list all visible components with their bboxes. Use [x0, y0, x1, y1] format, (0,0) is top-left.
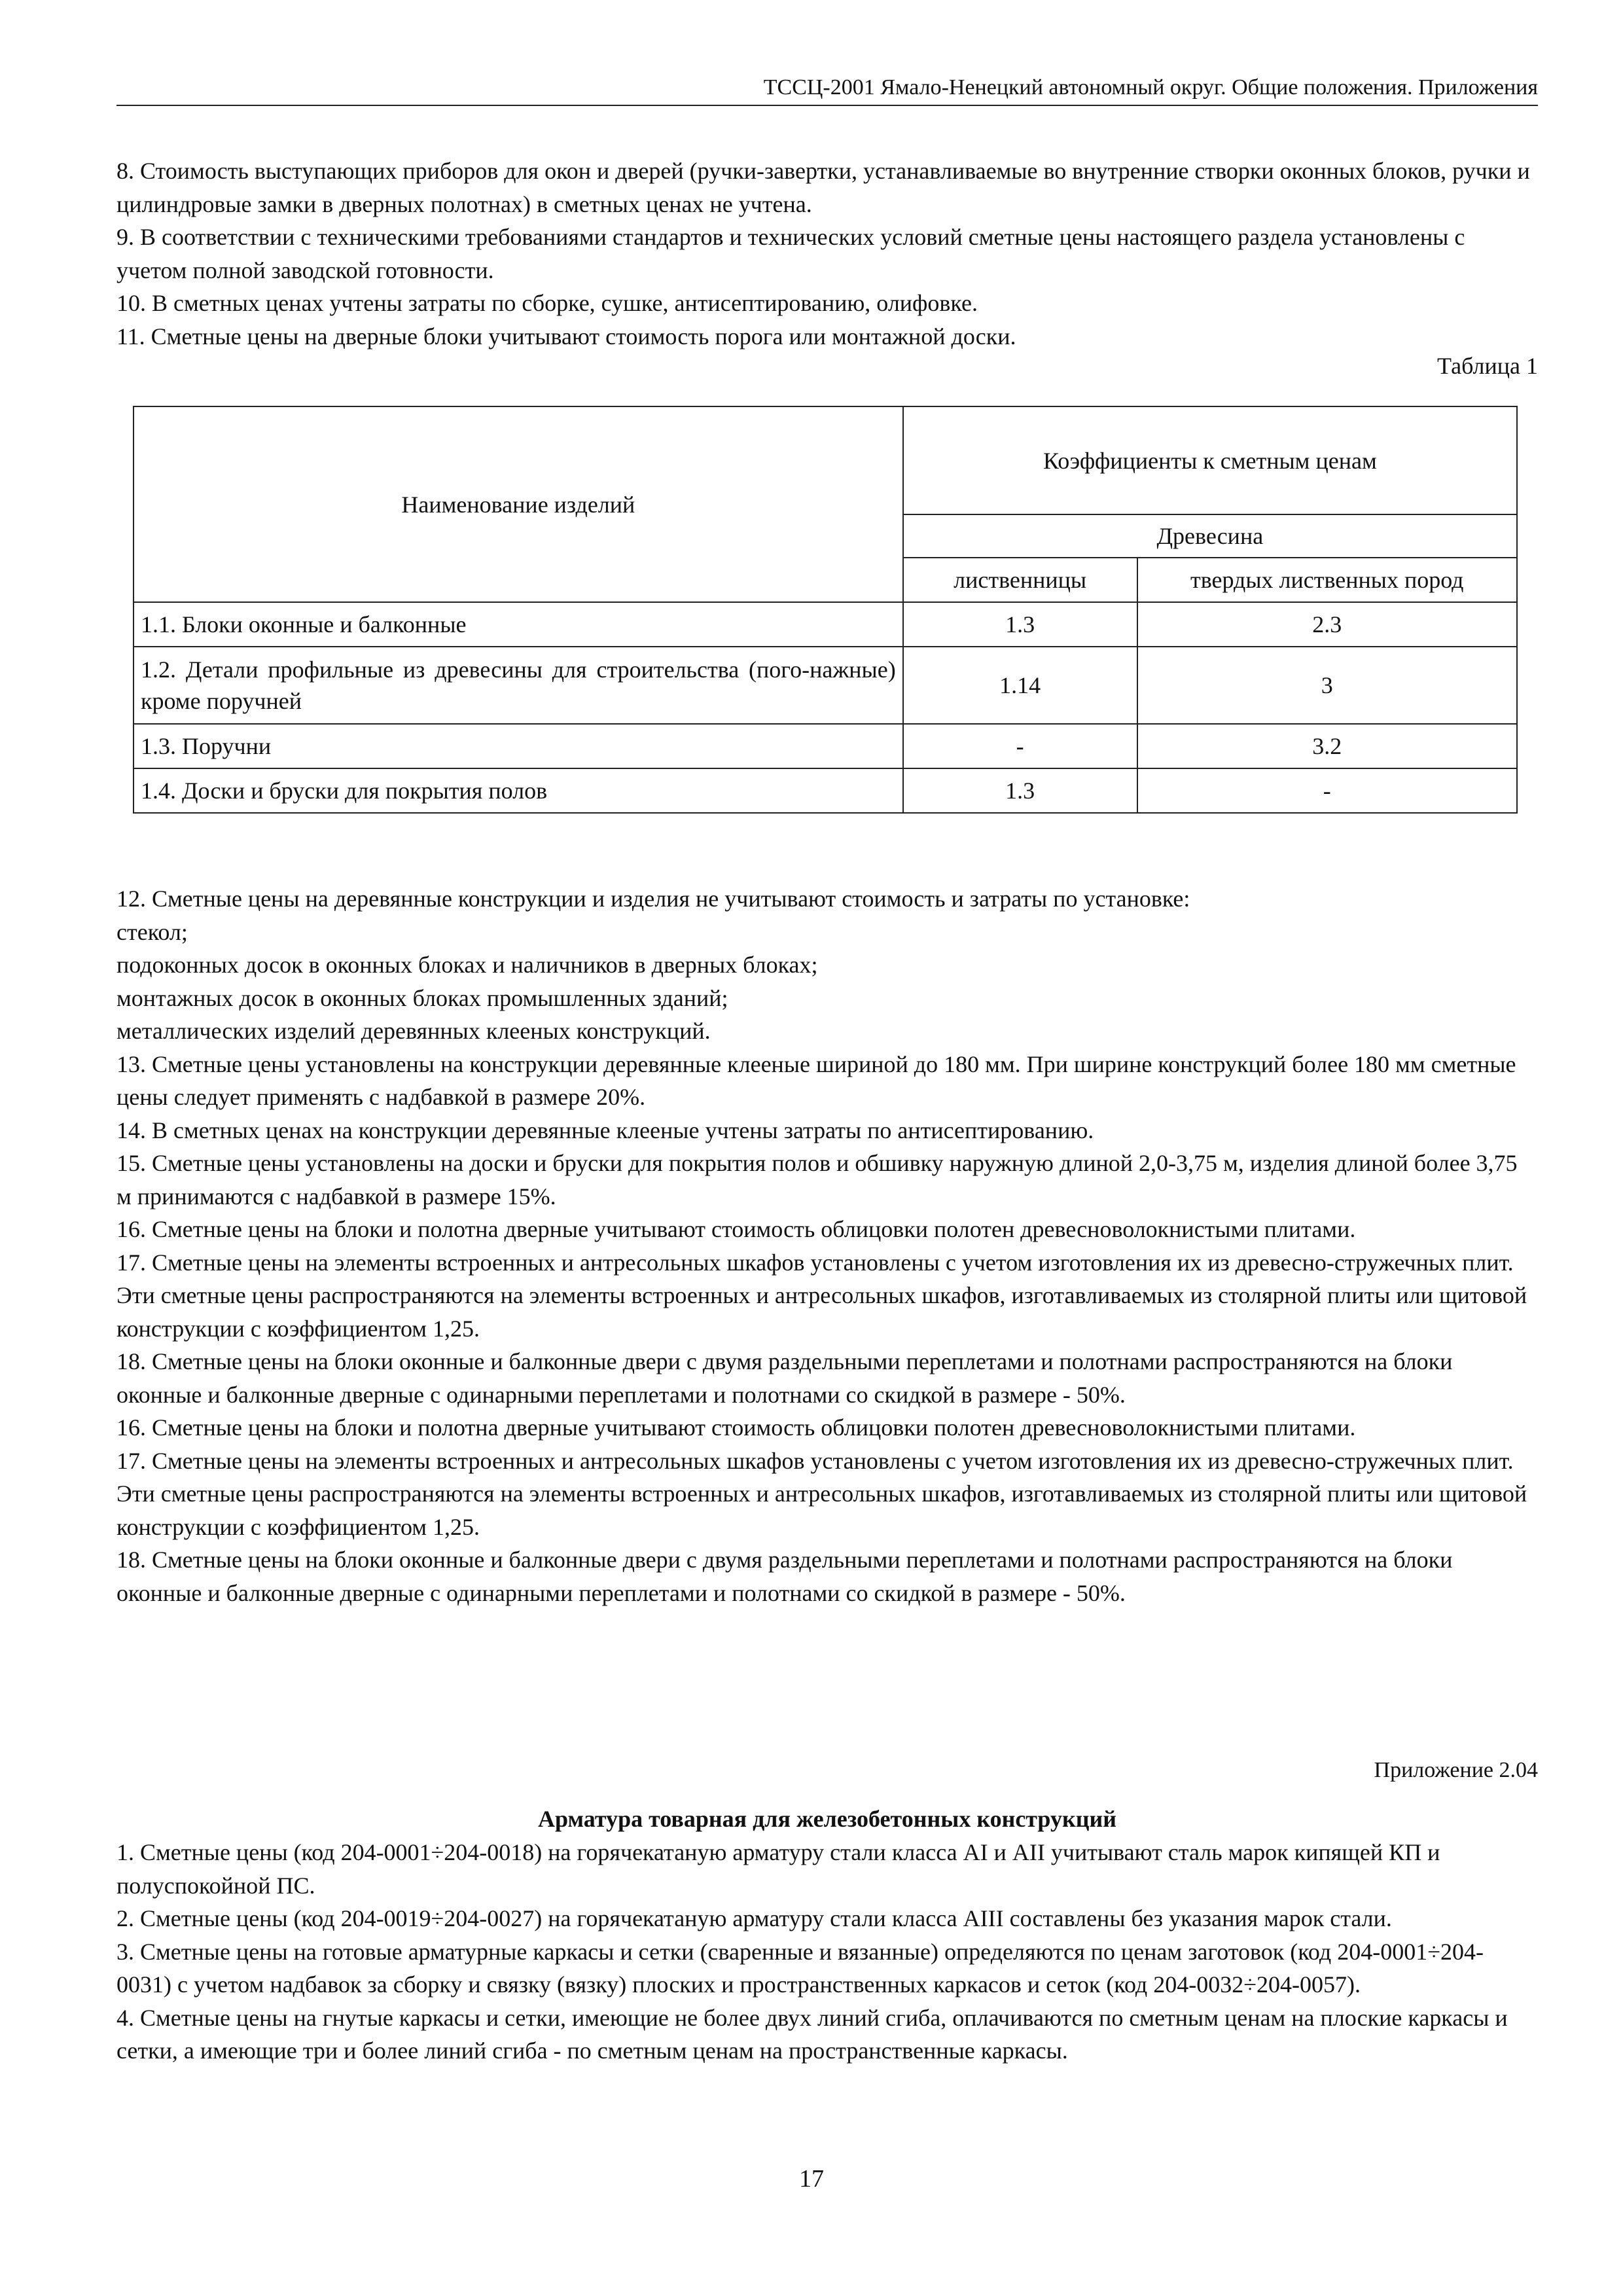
paragraph: 11. Сметные цены на дверные блоки учитывают стоимость порога или монтажной доски. — [116, 323, 1016, 350]
main-text — [116, 882, 1538, 1609]
row-value: - — [1137, 768, 1517, 813]
header-hardwood: твердых лиственных пород — [1137, 558, 1517, 602]
appendix-text — [116, 1836, 1538, 2068]
header-wood: Древесина — [903, 514, 1517, 558]
table-row — [134, 602, 1517, 647]
paragraph: 18. Сметные цены на блоки оконные и балконные двери с двумя раздельными переплетами и полотнами распространяются на блоки оконные и балконные дверные с одинарными переплетами и полотнами со скидкой в размере - 50%. — [116, 1348, 1453, 1408]
table-caption: Таблица 1 — [1437, 353, 1538, 379]
paragraph: металлических изделий деревянных клееных конструкций. — [116, 1018, 711, 1044]
paragraph: 2. Сметные цены (код 204-0019÷204-0027) на горячекатаную арматуру стали класса АIII составлены без указания марок стали. — [116, 1905, 1392, 1931]
paragraph: 12. Сметные цены на деревянные конструкции и изделия не учитывают стоимость и затраты по установке: — [116, 886, 1190, 912]
row-value: 2.3 — [1137, 602, 1517, 647]
intro-text — [116, 154, 1538, 353]
header-product-name: Наименование изделий — [134, 406, 903, 602]
paragraph: 17. Сметные цены на элементы встроенных и антресольных шкафов установлены с учетом изготовления их из древесно-стружечных плит. Эти сметные цены распространяются на элементы встроенных и антресольных шкафов, изготавливаемых из столярной плиты или щитовой конструкции с коэффициентом 1,25. — [116, 1447, 1527, 1540]
row-value: 3.2 — [1137, 724, 1517, 768]
paragraph: 15. Сметные цены установлены на доски и бруски для покрытия полов и обшивку наружную длиной 2,0-3,75 м, изделия длиной более 3,75 м принимаются с надбавкой в размере 15%. — [116, 1150, 1518, 1210]
row-value: 1.3 — [903, 602, 1137, 647]
paragraph: 4. Сметные цены на гнутые каркасы и сетки, имеющие не более двух линий сгиба, оплачиваются по сметным ценам на плоские каркасы и сетки, а имеющие три и более линий сгиба - по сметным ценам на пространственные каркасы. — [116, 2004, 1508, 2064]
paragraph: 17. Сметные цены на элементы встроенных и антресольных шкафов установлены с учетом изготовления их из древесно-стружечных плит. Эти сметные цены распространяются на элементы встроенных и антресольных шкафов, изготавливаемых из столярной плиты или щитовой конструкции с коэффициентом 1,25. — [116, 1249, 1527, 1342]
paragraph: 1. Сметные цены (код 204-0001÷204-0018) на горячекатаную арматуру стали класса АI и АII учитывают сталь марок кипящей КП и полуспокойной ПС. — [116, 1839, 1440, 1899]
paragraph: подоконных досок в оконных блоках и наличников в дверных блоках; — [116, 952, 818, 978]
paragraph: 18. Сметные цены на блоки оконные и балконные двери с двумя раздельными переплетами и полотнами распространяются на блоки оконные и балконные дверные с одинарными переплетами и полотнами со скидкой в размере - 50%. — [116, 1547, 1453, 1606]
row-name: 1.1. Блоки оконные и балконные — [134, 602, 903, 647]
row-name: 1.4. Доски и бруски для покрытия полов — [134, 768, 903, 813]
appendix-label: Приложение 2.04 — [1374, 1758, 1538, 1782]
paragraph: стекол; — [116, 918, 188, 945]
paragraph: 8. Стоимость выступающих приборов для окон и дверей (ручки-завертки, устанавливаемые во внутренние створки оконных блоков, ручки и цилиндровые замки в дверных полотнах) в сметных ценах не учтена. — [116, 158, 1530, 217]
row-name: 1.2. Детали профильные из древесины для строительства (пого-нажные) кроме поручней — [134, 647, 903, 724]
running-header: ТССЦ-2001 Ямало-Ненецкий автономный округ. Общие положения. Приложения — [116, 73, 1538, 106]
coefficients-table — [133, 406, 1518, 814]
section-title: Арматура товарная для железобетонных конструкций — [538, 1806, 1116, 1832]
row-name: 1.3. Поручни — [134, 724, 903, 768]
row-value: 3 — [1137, 647, 1517, 724]
table-row — [134, 647, 1517, 724]
paragraph: 3. Сметные цены на готовые арматурные каркасы и сетки (сваренные и вязанные) определяются по ценам заготовок (код 204-0001÷204-0031) с учетом надбавок за сборку и связку (вязку) плоских и пространственных каркасов и сеток (код 204-0032÷204-0057). — [116, 1938, 1484, 1998]
row-value: 1.3 — [903, 768, 1137, 813]
page-number: 17 — [799, 2165, 824, 2193]
paragraph: 16. Сметные цены на блоки и полотна дверные учитывают стоимость облицовки полотен древесноволокнистыми плитами. — [116, 1216, 1356, 1242]
table-row — [134, 724, 1517, 768]
header-larch: лиственницы — [903, 558, 1137, 602]
row-value: 1.14 — [903, 647, 1137, 724]
paragraph: 14. В сметных ценах на конструкции деревянные клееные учтены затраты по антисептированию. — [116, 1117, 1094, 1143]
row-value: - — [903, 724, 1137, 768]
paragraph: 10. В сметных ценах учтены затраты по сборке, сушке, антисептированию, олифовке. — [116, 290, 978, 316]
table-row — [134, 768, 1517, 813]
paragraph: 13. Сметные цены установлены на конструкции деревянные клееные шириной до 180 мм. При ширине конструкций более 180 мм сметные цены следует применять с надбавкой в размере 20%. — [116, 1050, 1516, 1110]
paragraph: монтажных досок в оконных блоках промышленных зданий; — [116, 984, 728, 1011]
header-coefficients: Коэффициенты к сметным ценам — [903, 406, 1517, 514]
paragraph: 9. В соответствии с техническими требованиями стандартов и технических условий сметные цены настоящего раздела установлены с учетом полной заводской готовности. — [116, 224, 1465, 283]
paragraph: 16. Сметные цены на блоки и полотна дверные учитывают стоимость облицовки полотен древесноволокнистыми плитами. — [116, 1414, 1356, 1441]
